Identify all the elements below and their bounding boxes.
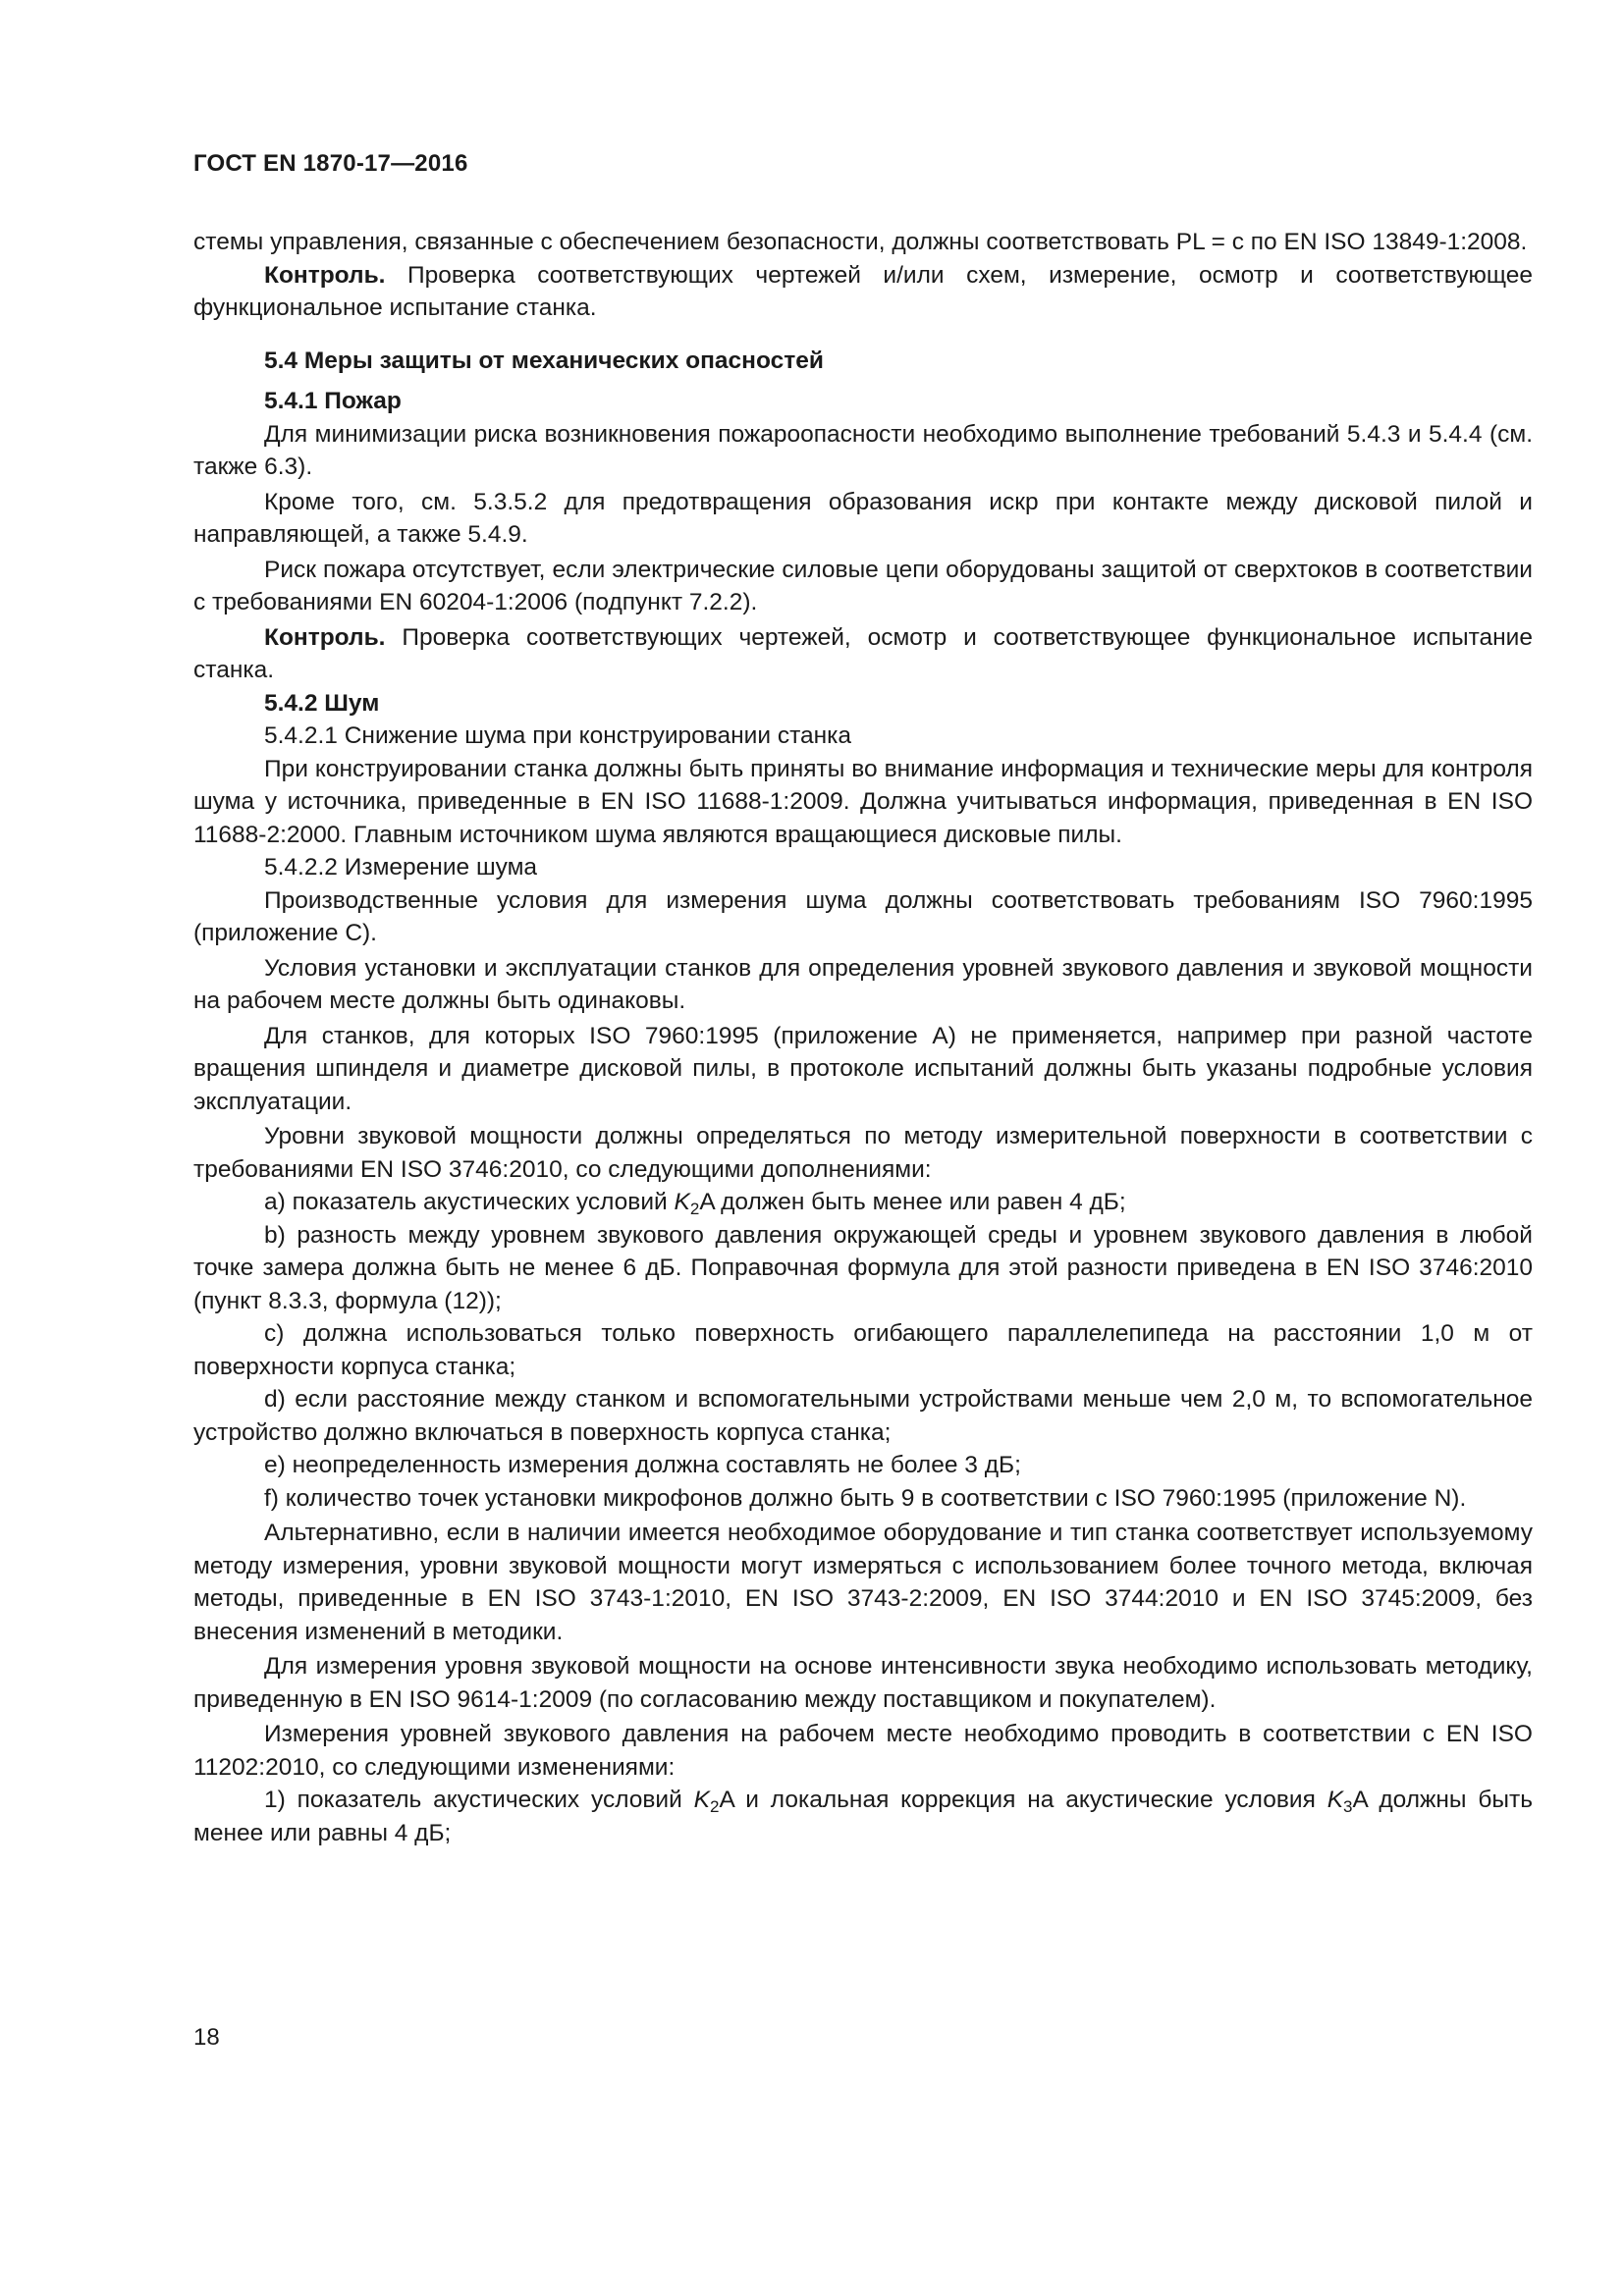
document-body xyxy=(193,226,1533,1849)
list-item-a: a) показатель акустических условий $K_2A$ должен быть менее или равен 4 дБ; xyxy=(264,1189,1126,1218)
clause-title: 5.4.2.2 Измерение шума xyxy=(264,854,538,881)
list-item-c: c) должна использоваться только поверхность огибающего параллелепипеда на расстоянии 1,0 м от поверхности корпуса станка; xyxy=(193,1320,1533,1380)
clause-title: 5.4.2.1 Снижение шума при конструировании станка xyxy=(264,722,852,749)
page-number: 18 xyxy=(193,2024,220,2051)
subsection-heading: 5.4.1 Пожар xyxy=(264,388,402,414)
section-heading: 5.4 Меры защиты от механических опасностей xyxy=(264,347,824,374)
paragraph: Кроме того, см. 5.3.5.2 для предотвращения образования искр при контакте между дисковой пилой и направляющей, а также 5.4.9. xyxy=(193,488,1533,548)
control-paragraph xyxy=(193,259,1533,325)
document-header: ГОСТ EN 1870-17—2016 xyxy=(193,150,468,177)
paragraph: Производственные условия для измерения шума должны соответствовать требованиям ISO 7960:1995 (приложение С). xyxy=(193,886,1533,946)
subsection-heading: 5.4.2 Шум xyxy=(264,689,380,717)
paragraph: Условия установки и эксплуатации станков для определения уровней звукового давления и звуковой мощности на рабочем месте должны быть одинаковы. xyxy=(193,954,1533,1014)
control-label: Контроль. xyxy=(264,623,386,651)
paragraph: Для станков, для которых ISO 7960:1995 (приложение А) не применяется, например при разной частоте вращения шпинделя и диаметре дисковой пилы, в протоколе испытаний должны быть указаны подробные условия эксплуатации. xyxy=(193,1022,1533,1115)
symbol-k: K xyxy=(693,1787,710,1813)
paragraph: Альтернативно, если в наличии имеется необходимое оборудование и тип станка соответствует используемому методу измерения, уровни звуковой мощности могут измеряться с использованием более точного метода, включая методы, приведенные в EN ISO 3743-1:2010, EN ISO 3743-2:2009, EN ISO 3744:2010 и EN ISO 3745:2009, без внесения изменений в методики. xyxy=(193,1520,1533,1645)
control-label: Контроль. xyxy=(264,261,386,289)
paragraph: Для измерения уровня звуковой мощности на основе интенсивности звука необходимо использовать методику, приведенную в EN ISO 9614-1:2009 (по согласованию между поставщиком и покупателем). xyxy=(193,1653,1533,1713)
list-item-b: b) разность между уровнем звукового давления окружающей среды и уровнем звукового давления в любой точке замера должна быть не менее 6 дБ. Поправочная формула для этой разности приведена в EN ISO 3746:2010 (пункт 8.3.3, формула (12)); xyxy=(193,1221,1533,1314)
paragraph: Измерения уровней звукового давления на рабочем месте необходимо проводить в соответствии с EN ISO 11202:2010, со следующими изменениями: xyxy=(193,1721,1533,1781)
list-item-e: e) неопределенность измерения должна составлять не более 3 дБ; xyxy=(264,1452,1021,1478)
control-paragraph xyxy=(193,621,1533,687)
symbol-k: K xyxy=(674,1189,690,1215)
paragraph: Уровни звуковой мощности должны определяться по методу измерительной поверхности в соответствии с требованиями EN ISO 3746:2010, со следующими дополнениями: xyxy=(193,1123,1533,1183)
control-text: Проверка соответствующих чертежей, осмотр и соответствующее функциональное испытание станка. xyxy=(193,623,1533,683)
paragraph: Риск пожара отсутствует, если электрические силовые цепи оборудованы защитой от сверхтоков в соответствии с требованиями EN 60204-1:2006 (подпункт 7.2.2). xyxy=(193,556,1533,615)
symbol-k: K xyxy=(1326,1787,1344,1813)
control-text: Проверка соответствующих чертежей и/или схем, измерение, осмотр и соответствующее функциональное испытание станка. xyxy=(193,261,1533,321)
paragraph: При конструировании станка должны быть приняты во внимание информация и технические меры для контроля шума у источника, приведенные в EN ISO 11688-1:2009. Должна учитываться информация, приведенная в EN ISO 11688-2:2000. Главным источником шума являются вращающиеся дисковые пилы. xyxy=(193,755,1533,848)
list-item-1: 1) показатель акустических условий $K_2A$ и локальная коррекция на акустические условия $K_3A$ должны быть менее или равны 4 дБ; xyxy=(193,1787,1533,1846)
list-item-f: f) количество точек установки микрофонов должно быть 9 в соответствии с ISO 7960:1995 (приложение N). xyxy=(264,1484,1467,1512)
paragraph: стемы управления, связанные с обеспечением безопасности, должны соответствовать PL = c по EN ISO 13849-1:2008. xyxy=(193,229,1528,255)
paragraph: Для минимизации риска возникновения пожароопасности необходимо выполнение требований 5.4.3 и 5.4.4 (см. также 6.3). xyxy=(193,420,1533,480)
list-item-d: d) если расстояние между станком и вспомогательными устройствами меньше чем 2,0 м, то вспомогательное устройство должно включаться в поверхность корпуса станка; xyxy=(193,1386,1533,1446)
